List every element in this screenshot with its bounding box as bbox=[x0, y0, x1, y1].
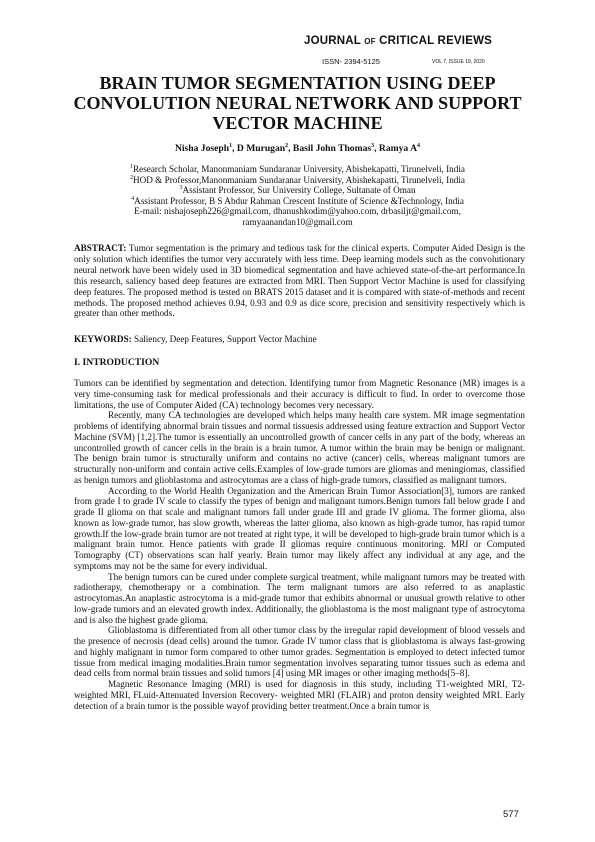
paragraph: Magnetic Resonance Imaging (MRI) is used for diagnosis in this study, including T1-weighted MRI, T2-weighted MRI, FLuid-Attenuated Inversion Recovery- weighted MRI (FLAIR) and proton density weighted MRI. Early detection of a brain tumor is the possible wayof providing better treatment.Once a brain tumor is bbox=[74, 679, 525, 711]
affiliation-text: Assistant Professor, Sur University College, Sultanate of Oman bbox=[182, 185, 416, 196]
abstract-text: Tumor segmentation is the primary and tedious task for the clinical experts. Computer Aided Design is the only solution which identifies the tumor very accurately with less time. Deep learning models such as the convolutionary neural network have been widely used in 3D biomedical segmentation and have achieved state-of-the-art performance.In this research, saliency based deep features are extracted from MRI. Then Support Vector Machine is used for classifying deep features. The proposed method is tested on BRATS 2015 dataset and it is compared with state-of-methods and recent methods. The proposed method achieves 0.94, 0.93 and 0.9 as dice score, precision and sensitivity respectively which is greater than other methods. bbox=[74, 243, 525, 319]
author-separator: , bbox=[288, 143, 293, 154]
affiliation-marker: 2 bbox=[129, 174, 133, 181]
affiliation bbox=[60, 175, 535, 186]
affiliation-marker: 1 bbox=[129, 163, 133, 170]
abstract-label: ABSTRACT: bbox=[74, 243, 127, 253]
title-line-2: CONVOLUTION NEURAL NETWORK AND SUPPORT bbox=[73, 93, 522, 113]
keywords bbox=[74, 334, 525, 344]
author-name: Nisha Joseph bbox=[174, 143, 230, 154]
affiliation bbox=[60, 164, 535, 175]
volume-issue: VOL 7, ISSUE 19, 2020 bbox=[432, 59, 485, 65]
paper-title bbox=[60, 73, 535, 133]
paragraph: Tumors can be identified by segmentation and detection. Identifying tumor from Magnetic Resonance (MR) images is a very time-consuming task for medical professionals and their accuracy is difficult to find. In order to overcome those limitations, the use of Computer Aided (CA) technology becomes very necessary. bbox=[74, 378, 525, 410]
author-affil-marker: 3 bbox=[371, 142, 375, 149]
author-affil-marker: 4 bbox=[417, 142, 421, 149]
journal-name bbox=[304, 35, 492, 47]
journal-name-of: OF bbox=[364, 37, 376, 46]
affiliation bbox=[60, 196, 535, 207]
keywords-text: Saliency, Deep Features, Support Vector Machine bbox=[131, 334, 317, 344]
journal-name-part1: JOURNAL bbox=[304, 35, 365, 47]
section-heading: I. INTRODUCTION bbox=[74, 357, 160, 368]
author-name: D Murugan bbox=[236, 143, 286, 154]
affiliation-text: Research Scholar, Manonmaniam Sundaranar University, Abishekapatti, Tirunelveli, India bbox=[132, 164, 465, 174]
affiliation-marker: 4 bbox=[131, 195, 135, 202]
author-affil-marker: 2 bbox=[285, 142, 289, 149]
paragraph: The benign tumors can be cured under complete surgical treatment, while malignant tumors may be treated with radiotherapy, chemotherapy or a combination. The term malignant tumors are also referred to as anaplastic astrocytomas.An anaplastic astrocytoma is a mid-grade tumor that exhibits abnormal or unusual growth relative to other low-grade tumors and an elevated growth index. Additionally, the glioblastoma is the most malignant type of astrocytoma and is also the highest grade glioma. bbox=[74, 571, 525, 625]
author-name: Ramya A bbox=[378, 143, 418, 154]
issn: ISSN- 2394-5125 bbox=[322, 57, 380, 66]
author-separator: , bbox=[232, 143, 237, 154]
author-separator: , bbox=[374, 143, 379, 154]
author-list bbox=[60, 143, 535, 154]
affiliation bbox=[60, 185, 535, 196]
body-text bbox=[74, 378, 525, 711]
keywords-label: KEYWORDS: bbox=[74, 334, 132, 344]
affiliation-text: HOD & Professor,Manonmaniam Sundaranar University, Abishekapatti, Tirunelveli, India bbox=[132, 174, 466, 185]
email-line: E-mail: nishajoseph226@gmail.com, dhanushkodim@yahoo.com, drbasiljt@gmail.com, bbox=[134, 206, 461, 217]
title-line-1: BRAIN TUMOR SEGMENTATION USING DEEP bbox=[99, 73, 496, 93]
author-affil-marker: 1 bbox=[229, 142, 233, 149]
page-number: 577 bbox=[503, 809, 519, 820]
author-name: Basil John Thomas bbox=[292, 143, 372, 154]
abstract bbox=[74, 243, 525, 319]
affiliations bbox=[60, 164, 535, 228]
journal-name-part2: CRITICAL REVIEWS bbox=[375, 35, 492, 47]
email-line: ramyaanandan10@gmail.com bbox=[242, 216, 353, 227]
affiliation-marker: 3 bbox=[179, 185, 183, 192]
paragraph: Recently, many CA technologies are developed which helps many health care system. MR image segmentation problems of identifying abnormal brain tissues and normal tissuesis addressed using feature extraction and Support Vector Machine (SVM) [1,2].The tumor is essentially an uncontrolled growth of cancer cells in any part of the body, whereas an uncontrolled growth of cancer cells in the brain is a brain tumor. A tumor within the brain may be benign or malignant. The benign brain tumor is structurally uniform and contains no active (cancer) cells, whereas malignant tumors are structurally non-uniform and contain active cells.Examples of low-grade tumors are gliomas and meningiomas, classified as benign tumors and glioblastoma and astrocytomas are a class of high-grade tumors, classified as malignant tumors. bbox=[74, 410, 525, 485]
title-line-3: VECTOR MACHINE bbox=[212, 113, 383, 133]
affiliation-text: Assistant Professor, B S Abdur Rahman Crescent Institute of Science &Technology, India bbox=[134, 195, 464, 206]
paragraph: According to the World Health Organization and the American Brain Tumor Association[3], tumors are ranked from grade I to grade IV scale to classify the types of benign and malignant tumors.Benign tumors fall below grade I and grade II glioma on that scale and malignant tumors fall under grade III and grade IV glioma. The former glioma, also known as low-grade tumor, has slow growth, whereas the latter glioma, also known as high-grade tumor, has rapid tumor growth.If the low-grade brain tumor are not treated at right type, it will be developed to high-grade brain tumor which is a malignant brain tumor. Hence patients with grade II gliomas require continuous monitoring. MRI or Computed Tomography (CT) observations scan half yearly. Brain tumor may likely affect any individual at any age, and the symptoms may not be the same for every individual. bbox=[74, 485, 525, 571]
paragraph: Glioblastoma is differentiated from all other tumor class by the irregular rapid development of blood vessels and the presence of necrosis (dead cells) around the tumor. Grade IV tumor class that is glioblastoma is always fast-growing and highly malignant in tumor form compared to other tumor grades. Segmentation is employed to detect infected tumor tissue from medical imaging modalities.Brain tumor segmentation involves separating tumor tissues such as edema and dead cells from normal brain tissues and solid tumors [4] using MR images or other imaging methods[5–8]. bbox=[74, 625, 525, 679]
